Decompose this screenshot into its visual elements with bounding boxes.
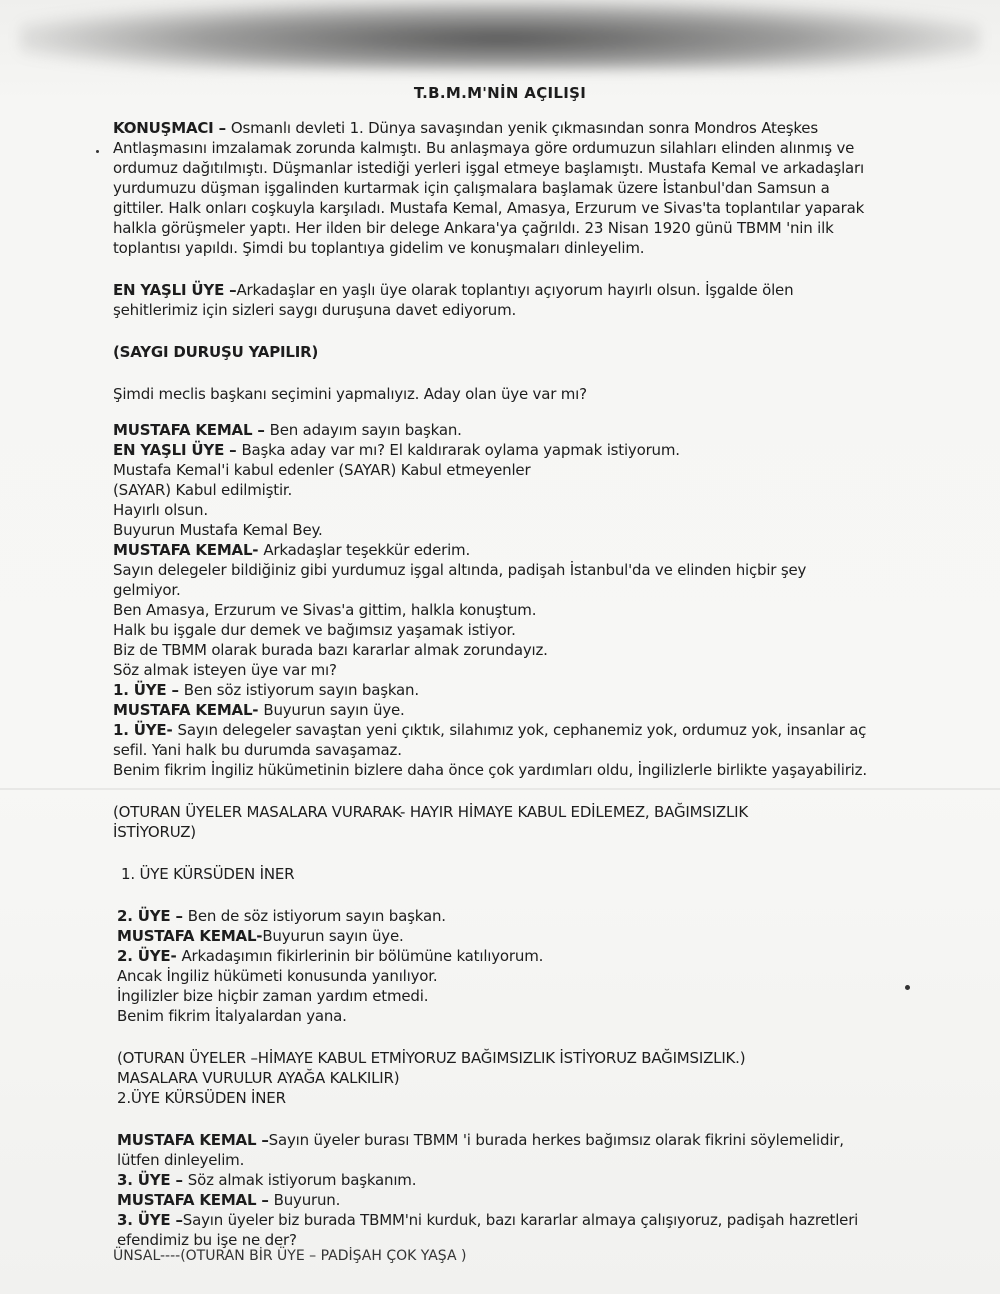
- line-text: Buyurun Mustafa Kemal Bey.: [113, 521, 323, 539]
- line-text: Buyurun sayın üye.: [263, 701, 405, 719]
- dialogue-line: [113, 280, 873, 320]
- line-text: Arkadaşlar en yaşlı üye olarak toplantıyı açıyorum hayırlı olsun. İşgalde ölen şehitlerimiz için sizleri saygı duruşuna davet ediyorum.: [113, 281, 794, 319]
- line-text: (SAYAR) Kabul edilmiştir.: [113, 481, 293, 499]
- speaker-name: 3. ÜYE –: [117, 1211, 183, 1229]
- dialogue-line: [113, 520, 873, 540]
- speaker-name: 3. ÜYE –: [117, 1171, 188, 1189]
- dialogue-line: [113, 760, 873, 780]
- dialogue-line: [113, 460, 873, 480]
- speaker-name: MUSTAFA KEMAL-: [113, 701, 264, 719]
- ink-dot: [905, 985, 910, 990]
- document-title: T.B.M.M'NİN AÇILIŞI: [413, 84, 587, 102]
- dialogue-line: [113, 118, 873, 258]
- ink-dot: [96, 150, 99, 153]
- line-text: Ben söz istiyorum sayın başkan.: [183, 681, 419, 699]
- dialogue-line: [117, 966, 873, 986]
- line-text: Benim fikrim İngiliz hükümetinin bizlere daha önce çok yardımları oldu, İngilizlerle birlikte yaşayabiliriz.: [113, 761, 867, 779]
- dialogue-line: [117, 1006, 873, 1026]
- dialogue-line: [117, 1190, 873, 1210]
- dialogue-line: [113, 700, 873, 720]
- dialogue-line: [113, 600, 873, 620]
- dialogue-line: [113, 640, 873, 660]
- dialogue-line: [113, 620, 873, 640]
- line-text: Söz almak isteyen üye var mı?: [113, 661, 337, 679]
- dialogue-block-3: [113, 1130, 873, 1250]
- stage-direction: (OTURAN ÜYELER MASALARA VURARAK- HAYIR HİMAYE KABUL EDİLEMEZ, BAĞIMSIZLIK İSTİYORUZ): [113, 803, 748, 841]
- line-text: Sayın delegeler savaştan yeni çıktık, silahımız yok, cephanemiz yok, ordumuz yok, insanlar aç sefil. Yani halk bu durumda savaşamaz.: [113, 721, 867, 759]
- dialogue-line: [117, 1170, 873, 1190]
- speaker-name: 1. ÜYE-: [113, 721, 178, 739]
- line-text: Halk bu işgale dur demek ve bağımsız yaşamak istiyor.: [113, 621, 516, 639]
- speaker-name: EN YAŞLI ÜYE –: [113, 441, 242, 459]
- dialogue-line: [113, 500, 873, 520]
- line-text: Sayın üyeler biz burada TBMM'ni kurduk, bazı kararlar almaya çalışıyoruz, padişah hazretleri efendimiz bu işe ne der?: [117, 1211, 859, 1249]
- line-text: İngilizler bize hiçbir zaman yardım etmedi.: [117, 987, 429, 1005]
- dialogue-line: [117, 926, 873, 946]
- dialogue-line: [113, 560, 873, 600]
- intro-paragraphs: [113, 118, 873, 404]
- dialogue-line: [117, 986, 873, 1006]
- stage-direction: (OTURAN ÜYELER –HİMAYE KABUL ETMİYORUZ BAĞIMSIZLIK İSTİYORUZ BAĞIMSIZLIK.): [117, 1049, 746, 1067]
- line-text: Başka aday var mı? El kaldırarak oylama yapmak istiyorum.: [241, 441, 680, 459]
- dialogue-line: [113, 660, 873, 680]
- line-text: Arkadaşlar teşekkür ederim.: [263, 541, 471, 559]
- line-text: Şimdi meclis başkanı seçimini yapmalıyız. Aday olan üye var mı?: [113, 385, 587, 403]
- dialogue-block-1: [113, 420, 873, 780]
- dialogue-line: [113, 440, 873, 460]
- speaker-name: 1. ÜYE –: [113, 681, 184, 699]
- line-text: Buyurun sayın üye.: [262, 927, 404, 945]
- dialogue-line: [113, 384, 873, 404]
- final-line: ÜNSAL----(OTURAN BİR ÜYE – PADİŞAH ÇOK YAŞA ): [113, 1248, 467, 1264]
- speaker-name: 2. ÜYE –: [117, 907, 188, 925]
- dialogue-line: [113, 720, 873, 760]
- line-text: Arkadaşımın fikirlerinin bir bölümüne katılıyorum.: [181, 947, 544, 965]
- dialogue-line: [113, 342, 873, 362]
- redacted-header: [20, 0, 980, 70]
- speaker-name: 2. ÜYE-: [117, 947, 182, 965]
- line-text: Buyurun.: [273, 1191, 341, 1209]
- line-text: Sayın üyeler burası TBMM 'i burada herkes bağımsız olarak fikrini söylemelidir, lütfen dinleyelim.: [117, 1131, 844, 1169]
- dialogue-line: [117, 946, 873, 966]
- line-text: Ancak İngiliz hükümeti konusunda yanılıyor.: [117, 967, 438, 985]
- line-text: Ben Amasya, Erzurum ve Sivas'a gittim, halkla konuştum.: [113, 601, 537, 619]
- line-text: Biz de TBMM olarak burada bazı kararlar almak zorundayız.: [113, 641, 548, 659]
- speaker-name: MUSTAFA KEMAL-: [117, 927, 263, 945]
- speaker-name: MUSTAFA KEMAL-: [113, 541, 264, 559]
- dialogue-line: [113, 540, 873, 560]
- document-body: [113, 118, 873, 1250]
- line-text: Osmanlı devleti 1. Dünya savaşından yenik çıkmasından sonra Mondros Ateşkes Antlaşmasını imzalamak zorunda kalmıştı. Bu anlaşmaya göre ordumuzun silahları elinden alınmış ve ordumuz dağıtılmıştı. Düşmanlar istediği yerleri işgal etmeye başlamıştı. Mustafa Kemal ve arkadaşları yurdumuzu düşman işgalinden kurtarmak için çalışmalara başlamak üzere İstanbul'dan Samsun a gittiler. Halk onları coşkuyla karşıladı. Mustafa Kemal, Amasya, Erzurum ve Sivas'ta toplantılar yaparak halkla görüşmeler yaptı. Her ilden bir delege Ankara'ya çağrıldı. 23 Nisan 1920 günü TBMM 'nin ilk toplantısı yapıldı. Şimdi bu toplantıya gidelim ve konuşmaları dinleyelim.: [113, 119, 865, 257]
- speaker-name: MUSTAFA KEMAL –: [117, 1131, 269, 1149]
- dialogue-line: [113, 420, 873, 440]
- speaker-name: KONUŞMACI –: [113, 119, 231, 137]
- dialogue-line: [117, 1210, 873, 1250]
- line-text: (SAYGI DURUŞU YAPILIR): [113, 343, 319, 361]
- speaker-name: EN YAŞLI ÜYE –: [113, 281, 237, 299]
- dialogue-line: [113, 680, 873, 700]
- line-text: Benim fikrim İtalyalardan yana.: [117, 1007, 347, 1025]
- speaker-name: MUSTAFA KEMAL –: [113, 421, 270, 439]
- dialogue-line: [117, 906, 873, 926]
- stage-direction: MASALARA VURULUR AYAĞA KALKILIR): [117, 1069, 400, 1087]
- line-text: Sayın delegeler bildiğiniz gibi yurdumuz işgal altında, padişah İstanbul'da ve elinden hiçbir şey gelmiyor.: [113, 561, 807, 599]
- dialogue-line: [117, 1130, 873, 1170]
- speaker-name: MUSTAFA KEMAL –: [117, 1191, 274, 1209]
- line-text: Söz almak istiyorum başkanım.: [187, 1171, 417, 1189]
- dialogue-block-2: [113, 906, 873, 1026]
- stage-direction: 2.ÜYE KÜRSÜDEN İNER: [117, 1089, 286, 1107]
- dialogue-line: [113, 480, 873, 500]
- line-text: Hayırlı olsun.: [113, 501, 208, 519]
- line-text: Mustafa Kemal'i kabul edenler (SAYAR) Kabul etmeyenler: [113, 461, 531, 479]
- line-text: Ben adayım sayın başkan.: [269, 421, 462, 439]
- stage-direction: 1. ÜYE KÜRSÜDEN İNER: [121, 865, 295, 883]
- line-text: Ben de söz istiyorum sayın başkan.: [187, 907, 446, 925]
